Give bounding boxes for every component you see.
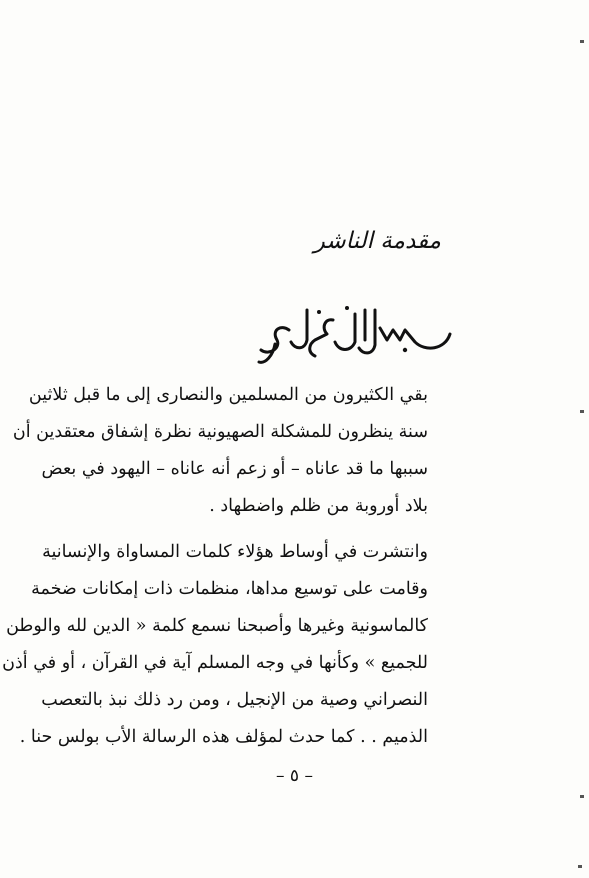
paragraph-2 xyxy=(2,534,428,756)
scan-mark xyxy=(580,795,584,798)
text-line: النصراني وصية من الإنجيل ، ومن رد ذلك نبذ بالتعصب xyxy=(41,690,428,710)
scan-mark xyxy=(578,865,582,868)
text-line: للجميع » وكأنها في وجه المسلم آية في القرآن ، أو في أذن xyxy=(2,653,428,673)
text-line: سنة ينظرون للمشكلة الصهيونية نظرة إشفاق معتقدين أن xyxy=(12,422,428,442)
text-line: كالماسونية وغيرها وأصبحنا نسمع كلمة « الدين لله والوطن xyxy=(6,616,428,636)
scan-mark xyxy=(580,40,584,43)
text-line: سببها ما قد عاناه – أو زعم أنه عاناه – اليهود في بعض xyxy=(41,459,428,479)
section-title: مقدمة الناشر xyxy=(313,228,441,254)
text-line: بقي الكثيرون من المسلمين والنصارى إلى ما قبل ثلاثين xyxy=(28,385,428,405)
page-number: – ٥ – xyxy=(276,766,313,786)
text-line: وانتشرت في أوساط هؤلاء كلمات المساواة والإنسانية xyxy=(42,542,428,562)
text-line: الذميم . . كما حدث لمؤلف هذه الرسالة الأب بولس حنا . xyxy=(19,727,428,747)
scan-mark xyxy=(580,410,584,413)
text-line: بلاد أوروبة من ظلم واضطهاد . xyxy=(209,496,428,516)
text-line: وقامت على توسيع مداها، منظمات ذات إمكانات ضخمة xyxy=(31,579,428,599)
paragraph-1 xyxy=(12,377,428,525)
basmala-calligraphy xyxy=(255,300,455,370)
